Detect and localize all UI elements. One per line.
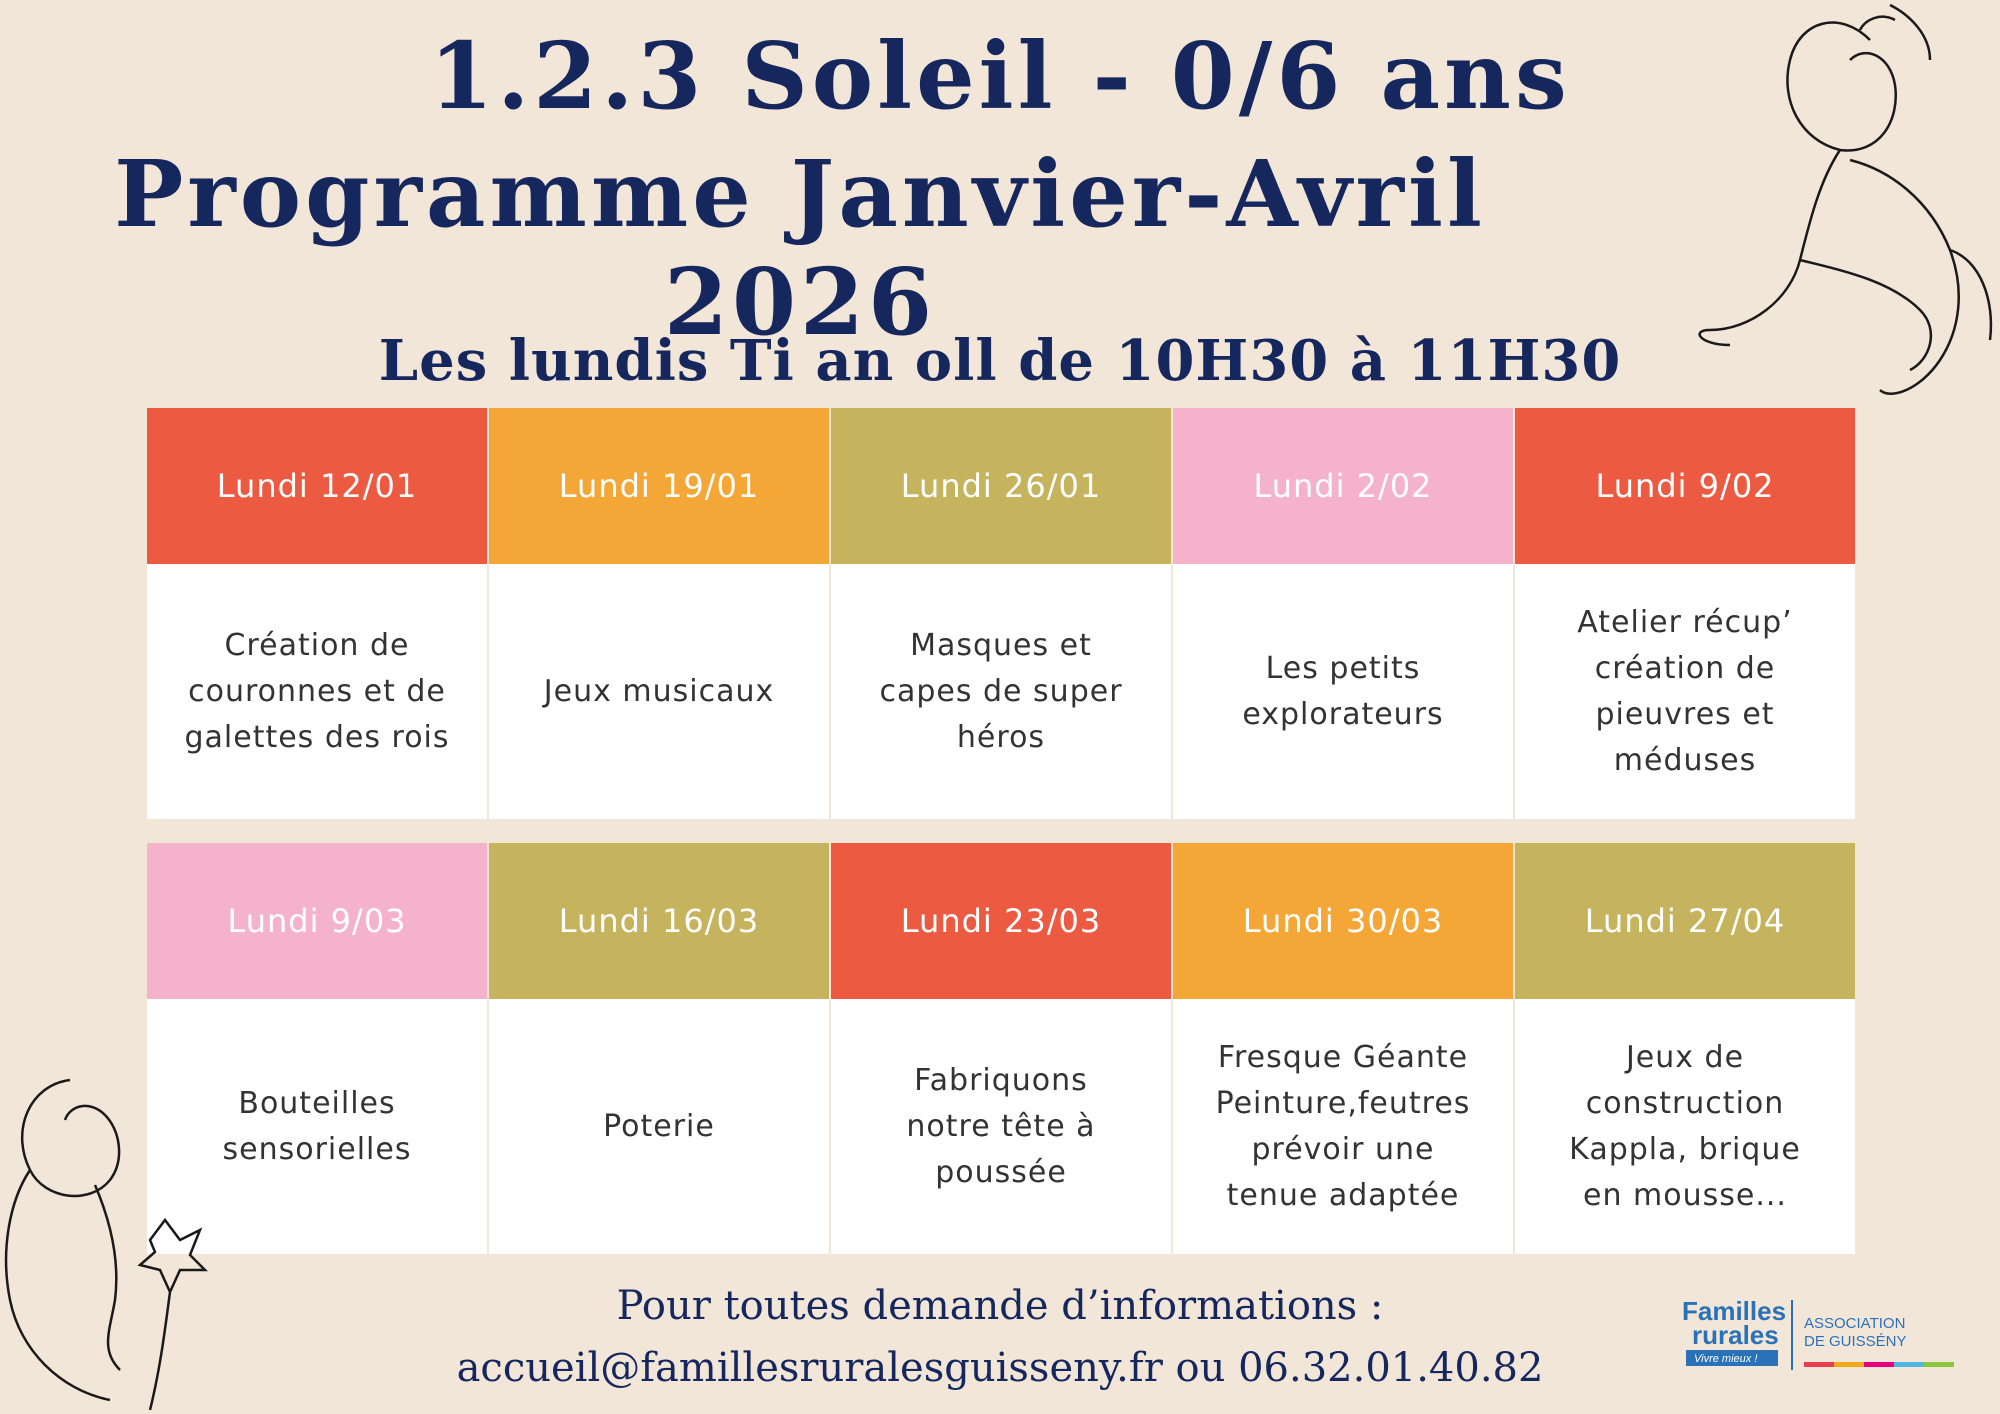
date-header: Lundi 19/01 <box>489 408 831 564</box>
date-header: Lundi 16/03 <box>489 843 831 999</box>
activity-cell <box>489 564 831 819</box>
activity-text: Création de couronnes et de galettes des rois <box>184 627 450 755</box>
activity-cell <box>831 564 1173 819</box>
activity-cell <box>1173 564 1515 819</box>
activity-text: Masques et capes de super héros <box>879 627 1123 755</box>
date-header: Lundi 26/01 <box>831 408 1173 564</box>
logo-association-line-2: DE GUISSÉNY <box>1804 1333 1907 1350</box>
date-header: Lundi 2/02 <box>1173 408 1515 564</box>
date-header: Lundi 23/03 <box>831 843 1173 999</box>
activity-cell <box>147 564 489 819</box>
contact-details: accueil@famillesruralesguisseny.fr ou 06.32.01.40.82 <box>456 1345 1544 1391</box>
activity-text: Bouteilles sensorielles <box>222 1085 412 1167</box>
activity-cell <box>489 999 831 1254</box>
logo-brand-line-1: Familles <box>1682 1296 1787 1326</box>
familles-rurales-logo <box>1680 1280 1980 1380</box>
activity-cell <box>831 999 1173 1254</box>
date-header: Lundi 9/02 <box>1515 408 1857 564</box>
logo-brand-line-2: rurales <box>1692 1320 1779 1350</box>
schedule-subtitle: Les lundis Ti an oll de 10H30 à 11H30 <box>378 328 1622 394</box>
title-line-1: 1.2.3 Soleil - 0/6 ans <box>429 22 1571 130</box>
activity-text: Poterie <box>603 1108 715 1144</box>
activity-text: Atelier récup’ création de pieuvres et méduses <box>1577 604 1793 778</box>
activity-text: Fresque Géante Peinture,feutres prévoir une tenue adaptée <box>1215 1039 1471 1213</box>
logo-association-line-1: ASSOCIATION <box>1804 1315 1906 1332</box>
activity-text: Les petits explorateurs <box>1242 650 1444 732</box>
activity-cell <box>1515 999 1857 1254</box>
title-line-2: Programme Janvier-Avril 2026 <box>114 140 1486 356</box>
activity-cell <box>1515 564 1857 819</box>
schedule-row-2 <box>147 843 1857 1254</box>
date-header: Lundi 12/01 <box>147 408 489 564</box>
date-header: Lundi 30/03 <box>1173 843 1515 999</box>
contact-heading: Pour toutes demande d’informations : <box>616 1283 1384 1329</box>
logo-tagline: Vivre mieux ! <box>1694 1353 1758 1365</box>
date-header: Lundi 27/04 <box>1515 843 1857 999</box>
date-header: Lundi 9/03 <box>147 843 489 999</box>
activity-cell <box>1173 999 1515 1254</box>
activity-text: Jeux de construction Kappla, brique en mousse... <box>1569 1039 1801 1213</box>
activity-text: Fabriquons notre tête à poussée <box>906 1062 1096 1190</box>
schedule-row-1 <box>147 408 1857 819</box>
activity-text: Jeux musicaux <box>543 673 775 709</box>
